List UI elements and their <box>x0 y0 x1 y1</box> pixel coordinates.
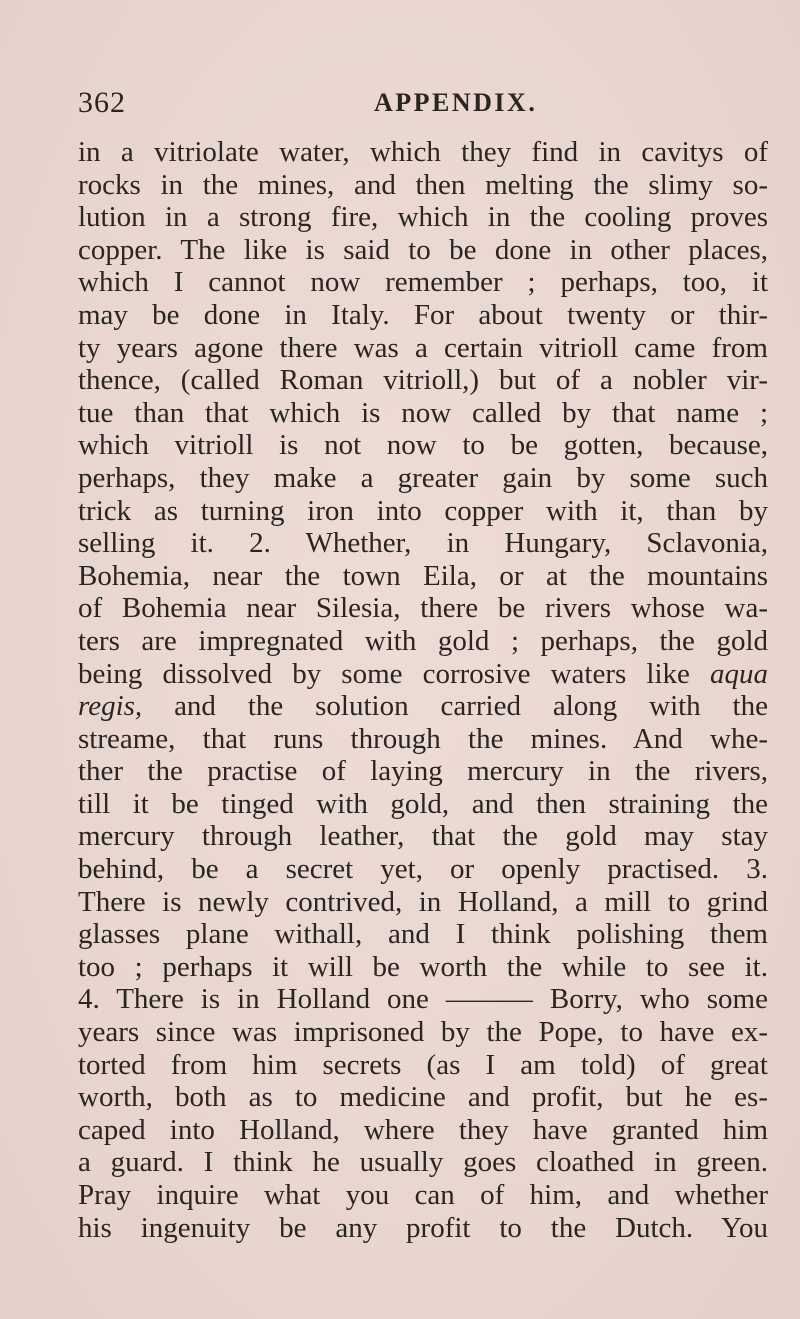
text-line: thence, (called Roman vitrioll,) but of a nobler vir- <box>78 364 768 397</box>
running-head <box>78 86 768 126</box>
text-line: Pray inquire what you can of him, and whether <box>78 1179 768 1211</box>
text-line: till it be tinged with gold, and then straining the <box>78 787 768 820</box>
text-line: in a vitriolate water, which they find in cavitys of <box>78 136 768 168</box>
text-line: selling it. 2. Whether, in Hungary, Sclavonia, <box>78 527 768 560</box>
text-line: years since was imprisoned by the Pope, to have ex- <box>78 1016 768 1049</box>
text-line: tue than that which is now called by that name ; <box>78 396 768 429</box>
text-line: worth, both as to medicine and profit, but he es- <box>78 1081 768 1114</box>
text-line: ther the practise of laying mercury in the rivers, <box>78 755 768 788</box>
text-line: of Bohemia near Silesia, there be rivers whose wa- <box>78 592 768 625</box>
text-line: his ingenuity be any profit to the Dutch. You <box>78 1211 768 1244</box>
text-line: perhaps, they make a greater gain by some such <box>78 461 768 494</box>
text-line: 4. There is in Holland one ——— Borry, who some <box>78 983 768 1016</box>
text-line: a guard. I think he usually goes cloathed in green. <box>78 1146 768 1179</box>
running-title: APPENDIX. <box>374 88 538 117</box>
text-line: There is newly contrived, in Holland, a mill to grind <box>78 885 768 918</box>
body-text <box>78 136 768 1244</box>
text-line: trick as turning iron into copper with it, than by <box>78 494 768 527</box>
italic-word: regis, <box>78 690 143 723</box>
text-line: ty years agone there was a certain vitrioll came from <box>78 331 768 364</box>
text-line: behind, be a secret yet, or openly practised. 3. <box>78 853 768 886</box>
text-line-with-italic <box>78 690 768 723</box>
text-fragment: being dissolved by some corrosive waters like <box>78 657 710 690</box>
text-line: torted from him secrets (as I am told) of great <box>78 1048 768 1081</box>
italic-word: aqua <box>710 657 768 690</box>
text-line: mercury through leather, that the gold may stay <box>78 820 768 853</box>
text-line: Bohemia, near the town Eila, or at the mountains <box>78 559 768 592</box>
text-line: may be done in Italy. For about twenty or thir- <box>78 298 768 331</box>
text-line: ters are impregnated with gold ; perhaps, the gold <box>78 624 768 657</box>
text-line: which vitrioll is not now to be gotten, because, <box>78 429 768 462</box>
text-line: which I cannot now remember ; perhaps, too, it <box>78 266 768 299</box>
text-line: streame, that runs through the mines. And whe- <box>78 722 768 755</box>
text-line: caped into Holland, where they have granted him <box>78 1113 768 1146</box>
text-line-with-italic <box>78 658 768 691</box>
text-line: rocks in the mines, and then melting the slimy so- <box>78 168 768 201</box>
page-number: 362 <box>78 86 126 119</box>
text-line: glasses plane withall, and I think polishing them <box>78 918 768 951</box>
text-line: copper. The like is said to be done in other places, <box>78 233 768 266</box>
text-line: too ; perhaps it will be worth the while to see it. <box>78 950 768 983</box>
text-fragment: and the solution carried along with the <box>142 690 768 723</box>
text-line: lution in a strong fire, which in the cooling proves <box>78 201 768 234</box>
